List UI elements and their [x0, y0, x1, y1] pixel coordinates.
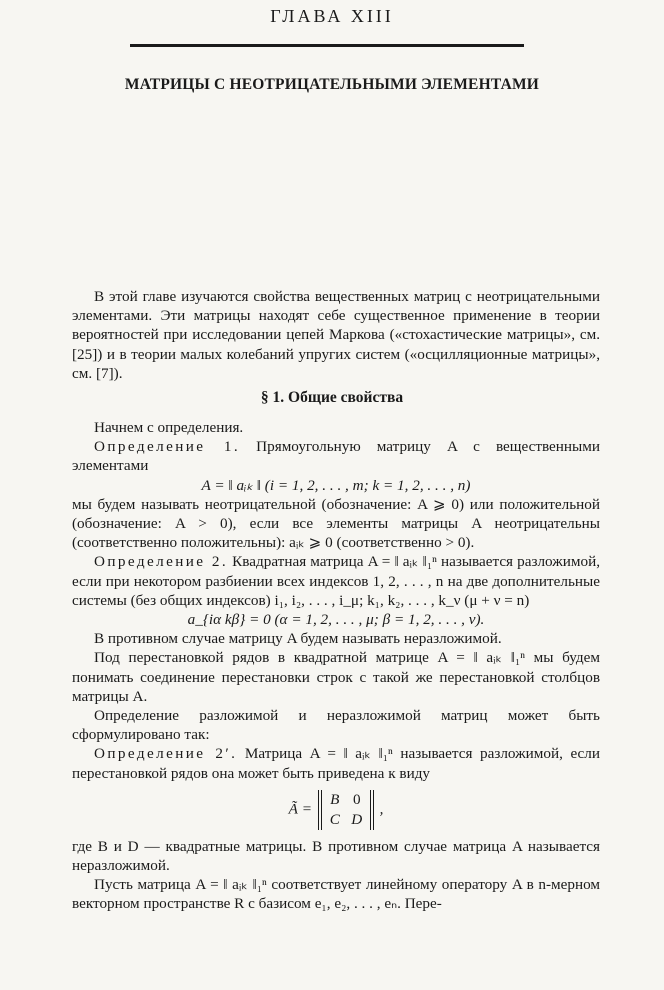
block-matrix	[72, 790, 600, 830]
definition-2-prime	[72, 744, 600, 782]
definition-1-label: Определение 1.	[94, 438, 241, 456]
definition-2-label: Определение 2.	[94, 553, 229, 571]
section-heading: § 1. Общие свойства	[260, 389, 404, 406]
paragraph-start: Начнем с определения.	[94, 419, 244, 436]
formula-1: A = ‖ aᵢₖ ‖ (i = 1, 2, . . . , m; k = 1, 2, . . . , n)	[201, 476, 471, 494]
paragraph-where: где B и D — квадратные матрицы. В противном случае матрица A называется неразложимой.	[72, 837, 600, 875]
formula-2: a_{iα kβ} = 0 (α = 1, 2, . . . , μ; β = 1, 2, . . . , ν).	[187, 611, 485, 629]
intro-paragraph	[72, 287, 600, 383]
definition-2-text: Квадратная матрица A = ‖ aᵢₖ ‖₁ⁿ называется разложимой, если при некотором разбиении всех индексов 1, 2, . . . , n на две дополнительные системы (без общих индексов) i₁, i₂, . . . , i_μ; k₁, k₂, . . . , k_ν (μ + ν = n)	[72, 553, 600, 609]
matrix-cell-c: C	[329, 810, 340, 828]
definition-1	[72, 437, 600, 475]
matrix-tail: ,	[379, 800, 384, 818]
definition-2	[72, 552, 600, 610]
definition-2-prime-text: Матрица A = ‖ aᵢₖ ‖₁ⁿ называется разложимой, если перестановкой рядов она может быть приведена к виду	[72, 745, 601, 782]
matrix-cell-zero: 0	[352, 790, 361, 808]
intro-text: В этой главе изучаются свойства вещественных матриц с неотрицательными элементами. Эти матрицы находят себе существенное применение в теории вероятностей при исследовании цепей Маркова («стохастические матрицы», см. [25]) и в теории малых колебаний упругих систем («осцилляционные матрицы», см. [7]).	[72, 288, 600, 382]
matrix-cell-d: D	[351, 810, 363, 828]
definition-1-text: Прямоугольную матрицу A с вещественными элементами	[72, 438, 600, 475]
paragraph-definition-alt: Определение разложимой и неразложимой матриц может быть сформулировано так:	[72, 707, 600, 744]
chapter-number: ГЛАВА XIII	[270, 6, 394, 26]
matrix-norm-right	[370, 790, 374, 830]
definition-1-continuation: мы будем называть неотрицательной (обозначение: A ⩾ 0) или положительной (обозначение: A > 0), если все элементы матрицы A неотрицательны (соответственно положительны): aᵢₖ ⩾ 0 (соответственно > 0).	[72, 495, 600, 552]
matrix-lhs: Ã =	[288, 800, 312, 818]
matrix-cell-b: B	[330, 790, 340, 808]
chapter-title: МАТРИЦЫ С НЕОТРИЦАТЕЛЬНЫМИ ЭЛЕМЕНТАМИ	[124, 76, 540, 93]
matrix-norm-left	[318, 790, 322, 830]
definition-2-prime-label: Определение 2′.	[94, 745, 238, 763]
header-rule	[130, 44, 524, 47]
matrix-body	[316, 790, 376, 830]
matrix-cells	[324, 790, 368, 830]
section-body	[72, 418, 600, 914]
paragraph-otherwise: В противном случае матрицу A будем называть неразложимой.	[94, 630, 502, 648]
paragraph-permutation: Под перестановкой рядов в квадратной матрице A = ‖ aᵢₖ ‖₁ⁿ мы будем понимать соединение перестановки строк с такой же перестановкой столбцов матрицы A.	[72, 649, 600, 705]
paragraph-last: Пусть матрица A = ‖ aᵢₖ ‖₁ⁿ соответствует линейному оператору A в n-мерном векторном пространстве R с базисом e₁, e₂, . . . , eₙ. Пере-	[72, 876, 600, 913]
